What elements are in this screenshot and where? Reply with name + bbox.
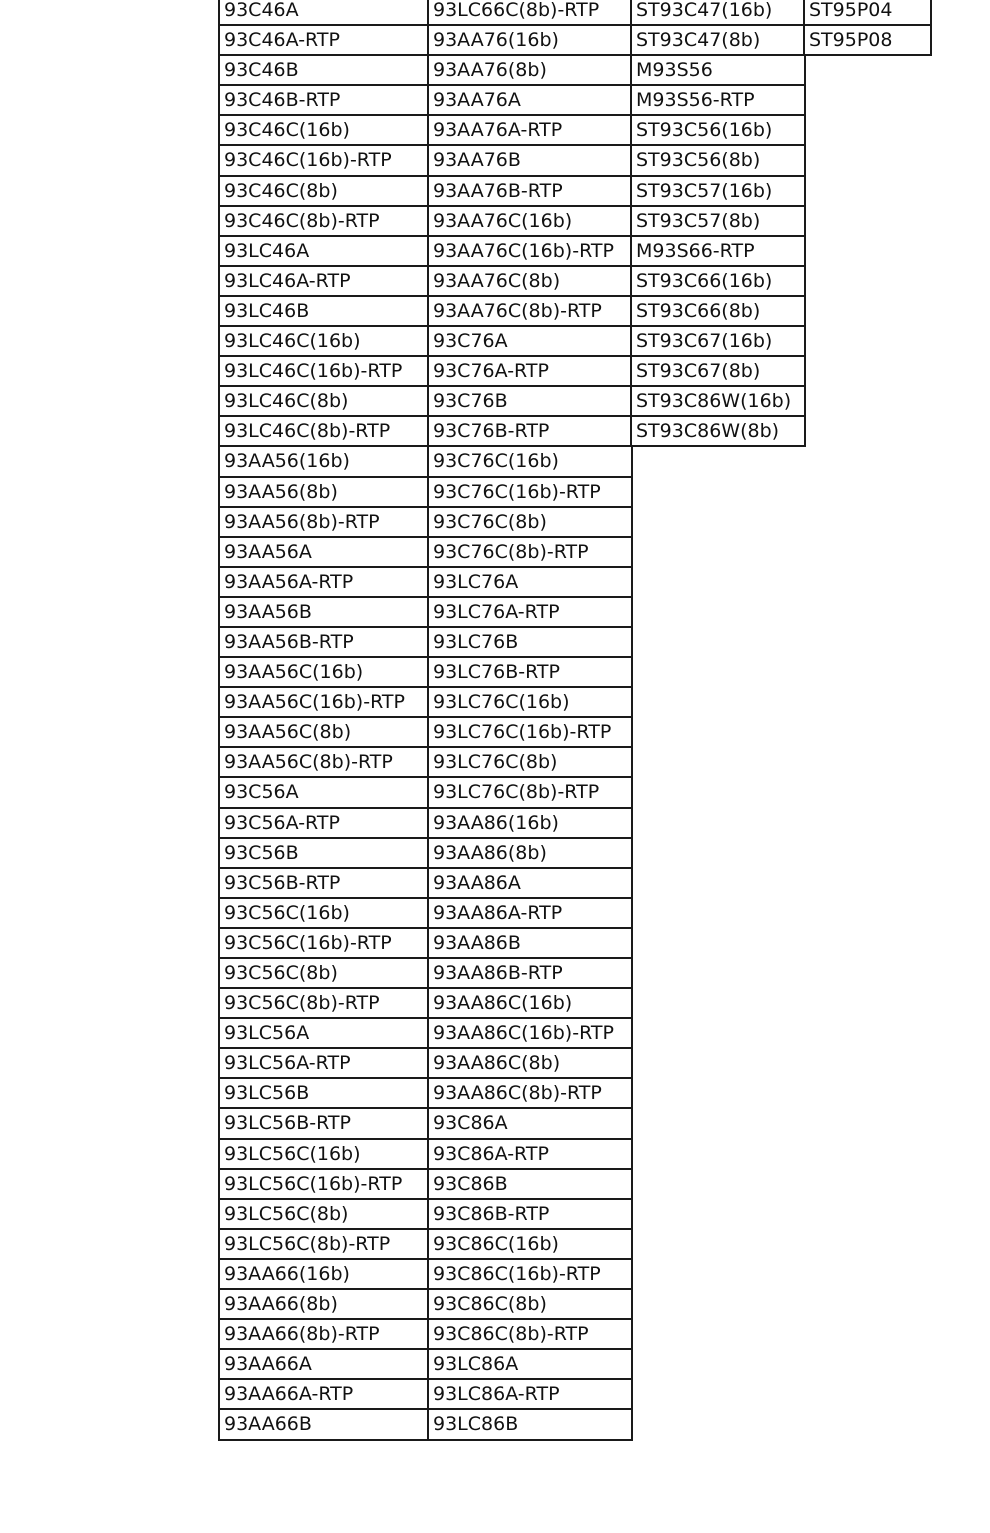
table-cell: 93LC66C(8b)-RTP bbox=[427, 0, 633, 26]
table-cell: 93LC76C(8b) bbox=[427, 746, 633, 778]
table-cell: 93C56C(16b)-RTP bbox=[218, 927, 430, 959]
table-cell: 93AA66(8b) bbox=[218, 1288, 430, 1320]
table-cell: ST93C57(8b) bbox=[630, 205, 806, 237]
table-cell: 93C86C(8b) bbox=[427, 1288, 633, 1320]
table-cell: 93AA56A-RTP bbox=[218, 566, 430, 598]
table-cell: ST93C86W(16b) bbox=[630, 385, 806, 417]
table-cell: 93C76C(8b) bbox=[427, 506, 633, 538]
table-cell: 93AA86(16b) bbox=[427, 807, 633, 839]
table-cell: M93S66-RTP bbox=[630, 235, 806, 267]
table-cell: 93LC46C(8b)-RTP bbox=[218, 415, 430, 447]
table-cell: 93C76A-RTP bbox=[427, 355, 633, 387]
table-cell: 93AA86A-RTP bbox=[427, 897, 633, 929]
table-cell: 93C56B bbox=[218, 837, 430, 869]
table-cell: 93C86C(8b)-RTP bbox=[427, 1318, 633, 1350]
table-cell: M93S56 bbox=[630, 54, 806, 86]
table-cell: 93LC46C(16b)-RTP bbox=[218, 355, 430, 387]
table-cell: 93AA66B bbox=[218, 1408, 430, 1440]
table-cell: 93C56A bbox=[218, 776, 430, 808]
table-cell: 93C56C(16b) bbox=[218, 897, 430, 929]
table-cell: 93LC56C(16b)-RTP bbox=[218, 1168, 430, 1200]
table-cell: 93LC76B-RTP bbox=[427, 656, 633, 688]
table-cell: 93C76C(16b) bbox=[427, 445, 633, 477]
table-cell: 93C76A bbox=[427, 325, 633, 357]
table-cell: 93C86C(16b)-RTP bbox=[427, 1258, 633, 1290]
table-cell: 93LC56B-RTP bbox=[218, 1107, 430, 1139]
table-cell: 93LC56C(8b) bbox=[218, 1198, 430, 1230]
table-cell: 93AA76B bbox=[427, 144, 633, 176]
table-cell: 93AA56(8b)-RTP bbox=[218, 506, 430, 538]
table-cell: ST93C47(8b) bbox=[630, 24, 806, 56]
table-cell: 93AA76C(8b) bbox=[427, 265, 633, 297]
table-cell: ST93C56(16b) bbox=[630, 114, 806, 146]
table-cell: 93AA56(8b) bbox=[218, 476, 430, 508]
table-cell: 93AA66A bbox=[218, 1348, 430, 1380]
table-cell: 93LC76A-RTP bbox=[427, 596, 633, 628]
table-cell: 93LC76C(16b) bbox=[427, 686, 633, 718]
table-column-1 bbox=[218, 0, 430, 1441]
table-cell: 93C76B bbox=[427, 385, 633, 417]
table-cell: 93AA86C(8b) bbox=[427, 1047, 633, 1079]
table-cell: 93AA56C(16b) bbox=[218, 656, 430, 688]
table-cell: 93LC46C(8b) bbox=[218, 385, 430, 417]
table-cell: 93AA86B-RTP bbox=[427, 957, 633, 989]
table-cell: 93AA76A bbox=[427, 84, 633, 116]
table-cell: 93C46C(8b) bbox=[218, 175, 430, 207]
table-cell: 93C76B-RTP bbox=[427, 415, 633, 447]
table-cell: 93C76C(8b)-RTP bbox=[427, 536, 633, 568]
table-column-2 bbox=[427, 0, 633, 1441]
table-cell: 93C46C(16b) bbox=[218, 114, 430, 146]
table-cell: 93C56B-RTP bbox=[218, 867, 430, 899]
table-cell: 93AA56A bbox=[218, 536, 430, 568]
table-cell: 93C46C(8b)-RTP bbox=[218, 205, 430, 237]
table-cell: 93LC46A bbox=[218, 235, 430, 267]
table-cell: 93AA66A-RTP bbox=[218, 1378, 430, 1410]
table-cell: 93LC56C(8b)-RTP bbox=[218, 1228, 430, 1260]
table-cell: 93AA56(16b) bbox=[218, 445, 430, 477]
table-cell: ST93C67(16b) bbox=[630, 325, 806, 357]
table-cell: 93AA56B-RTP bbox=[218, 626, 430, 658]
table-cell: 93AA76A-RTP bbox=[427, 114, 633, 146]
table-cell: 93C46A-RTP bbox=[218, 24, 430, 56]
table-cell: 93LC56C(16b) bbox=[218, 1138, 430, 1170]
table-cell: ST93C66(16b) bbox=[630, 265, 806, 297]
table-cell: 93LC56A bbox=[218, 1017, 430, 1049]
table-cell: ST93C47(16b) bbox=[630, 0, 806, 26]
table-cell: 93AA86C(16b) bbox=[427, 987, 633, 1019]
table-cell: 93C86B bbox=[427, 1168, 633, 1200]
table-cell: 93AA76B-RTP bbox=[427, 175, 633, 207]
table-cell: 93LC46B bbox=[218, 295, 430, 327]
table-cell: ST93C67(8b) bbox=[630, 355, 806, 387]
table-column-3 bbox=[630, 0, 806, 447]
table-cell: ST93C86W(8b) bbox=[630, 415, 806, 447]
table-cell: 93AA76C(8b)-RTP bbox=[427, 295, 633, 327]
table-cell: 93C46A bbox=[218, 0, 430, 26]
table-cell: 93LC76C(8b)-RTP bbox=[427, 776, 633, 808]
table-cell: 93C86A bbox=[427, 1107, 633, 1139]
table-cell: 93AA56C(8b) bbox=[218, 716, 430, 748]
table-cell: 93AA56C(8b)-RTP bbox=[218, 746, 430, 778]
table-cell: 93C46B-RTP bbox=[218, 84, 430, 116]
table-cell: 93C86C(16b) bbox=[427, 1228, 633, 1260]
table-cell: 93LC76B bbox=[427, 626, 633, 658]
table-cell: M93S56-RTP bbox=[630, 84, 806, 116]
table-cell: 93LC86A bbox=[427, 1348, 633, 1380]
table-cell: 93LC46A-RTP bbox=[218, 265, 430, 297]
table-cell: 93LC86A-RTP bbox=[427, 1378, 633, 1410]
table-cell: ST93C66(8b) bbox=[630, 295, 806, 327]
table-cell: 93AA76C(16b) bbox=[427, 205, 633, 237]
table-cell: ST95P04 bbox=[803, 0, 932, 26]
table-column-4 bbox=[803, 0, 932, 56]
table-cell: 93AA56B bbox=[218, 596, 430, 628]
table-cell: 93AA86B bbox=[427, 927, 633, 959]
table-cell: 93LC46C(16b) bbox=[218, 325, 430, 357]
table-cell: 93AA56C(16b)-RTP bbox=[218, 686, 430, 718]
table-cell: 93C56A-RTP bbox=[218, 807, 430, 839]
table-cell: 93C56C(8b)-RTP bbox=[218, 987, 430, 1019]
table-cell: 93C86A-RTP bbox=[427, 1138, 633, 1170]
table-cell: 93AA86A bbox=[427, 867, 633, 899]
table-cell: 93AA86(8b) bbox=[427, 837, 633, 869]
table-cell: 93AA76C(16b)-RTP bbox=[427, 235, 633, 267]
table-cell: 93C76C(16b)-RTP bbox=[427, 476, 633, 508]
table-cell: 93C46C(16b)-RTP bbox=[218, 144, 430, 176]
table-cell: 93AA86C(16b)-RTP bbox=[427, 1017, 633, 1049]
table-cell: 93LC76C(16b)-RTP bbox=[427, 716, 633, 748]
table-cell: ST95P08 bbox=[803, 24, 932, 56]
table-cell: 93C46B bbox=[218, 54, 430, 86]
table-cell: 93LC56A-RTP bbox=[218, 1047, 430, 1079]
table-cell: 93AA76(16b) bbox=[427, 24, 633, 56]
table-cell: 93AA76(8b) bbox=[427, 54, 633, 86]
table-cell: ST93C56(8b) bbox=[630, 144, 806, 176]
table-cell: 93AA66(8b)-RTP bbox=[218, 1318, 430, 1350]
table-cell: 93AA66(16b) bbox=[218, 1258, 430, 1290]
table-cell: 93AA86C(8b)-RTP bbox=[427, 1077, 633, 1109]
table-cell: 93C86B-RTP bbox=[427, 1198, 633, 1230]
table-cell: 93LC76A bbox=[427, 566, 633, 598]
table-cell: 93LC56B bbox=[218, 1077, 430, 1109]
table-cell: 93LC86B bbox=[427, 1408, 633, 1440]
table-cell: 93C56C(8b) bbox=[218, 957, 430, 989]
table-cell: ST93C57(16b) bbox=[630, 175, 806, 207]
